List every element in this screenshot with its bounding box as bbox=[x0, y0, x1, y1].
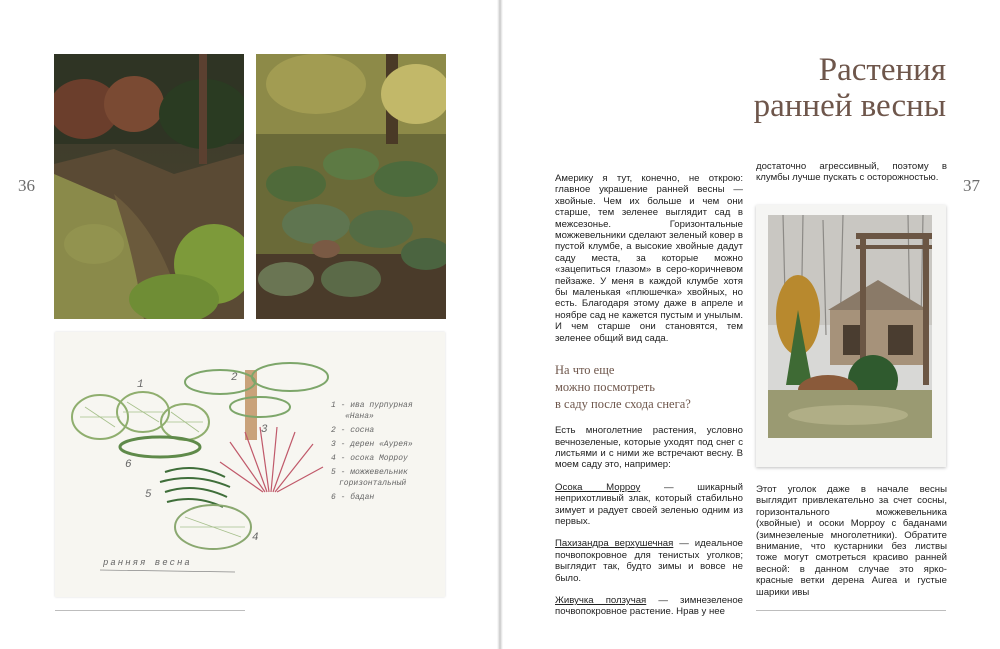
pergola-garden-photo bbox=[768, 215, 932, 438]
sketch-number-2: 2 bbox=[231, 372, 238, 384]
book-gutter bbox=[497, 0, 503, 649]
text-column-2 bbox=[756, 161, 947, 184]
subheading bbox=[555, 362, 743, 413]
plant-item-pachysandra bbox=[555, 538, 743, 584]
title-line-2: ранней весны bbox=[753, 88, 946, 124]
sketch-legend-line: 5 - можжевельник bbox=[331, 468, 408, 477]
page-number-left: 36 bbox=[18, 176, 35, 195]
sketch-legend-line: 2 - сосна bbox=[331, 426, 375, 435]
sketch-number-1: 1 bbox=[137, 379, 144, 391]
plant-desc-pachysandra: — идеальное почвопокровное для тенистых уголков; выглядит так, будто зимы и вовсе не было. bbox=[555, 538, 743, 584]
photo-description: Этот уголок даже в начале весны выглядит привлекательно за счет сосны, горизонтального можжевельника (хвойные) и осоки Морроу с баданами (зимнезеленые многолетники). Обратите внимание, что кустарники без листвы тоже могут смотреться красиво ранней весной: в данном случае это ярко-красные ветки дерена Aurea и густые шарики ивы bbox=[756, 484, 947, 598]
planting-sketch bbox=[55, 332, 445, 597]
page-number-right: 37 bbox=[963, 176, 980, 195]
evergreen-paragraph: Есть многолетние растения, условно вечнозеленые, которые уходят под снег с листьями и с ними же встречают весну. В моем саду это, например: bbox=[555, 425, 743, 471]
page-title bbox=[700, 52, 946, 124]
sketch-legend-line: горизонтальный bbox=[339, 479, 407, 488]
continuation-paragraph: достаточно агрессивный, поэтому в клумбы лучше пускать с осторожностью. bbox=[756, 161, 947, 184]
sketch-number-6: 6 bbox=[125, 459, 132, 471]
plant-desc-carex: — шикарный неприхотливый злак, который стабильно зимует и радует своей зеленью одним из первых. bbox=[555, 481, 743, 527]
sketch-legend-line: 3 - дерен «Аурея» bbox=[331, 440, 413, 449]
title-line-1: Растения bbox=[818, 52, 946, 88]
caption-column bbox=[756, 484, 947, 598]
footer-rule-right bbox=[756, 610, 946, 611]
garden-path-photo bbox=[54, 54, 244, 319]
plant-item-ajuga bbox=[555, 595, 743, 618]
text-column-1 bbox=[555, 173, 743, 618]
subheading-line-1: На что еще bbox=[555, 363, 615, 378]
sketch-legend-line: 4 - осока Морроу bbox=[331, 454, 408, 463]
plant-desc-ajuga: — зимнезеленое почвопокровное растение. Нрав у нее bbox=[555, 594, 743, 618]
sketch-number-3: 3 bbox=[261, 424, 268, 436]
sketch-number-5: 5 bbox=[145, 489, 152, 501]
plant-term-pachysandra: Пахизандра верхушечная bbox=[555, 538, 674, 550]
sketch-legend-line: 1 - ива пурпурная bbox=[331, 401, 413, 410]
plant-term-ajuga: Живучка ползучая bbox=[555, 594, 647, 606]
pergola-photo-frame bbox=[756, 205, 946, 467]
sketch-number-4: 4 bbox=[252, 532, 259, 544]
sketch-legend-line: 6 - бадан bbox=[331, 493, 375, 502]
plant-item-carex bbox=[555, 482, 743, 528]
bergenia-leaves-photo bbox=[256, 54, 446, 319]
sketch-legend-line: «Нана» bbox=[345, 412, 374, 421]
subheading-line-2: можно посмотреть bbox=[555, 380, 655, 395]
subheading-line-3: в саду после схода снега? bbox=[555, 397, 691, 412]
sketch-caption: ранняя весна bbox=[103, 558, 192, 568]
footer-rule-left bbox=[55, 610, 245, 611]
plant-term-carex: Осока Морроу bbox=[555, 481, 641, 493]
intro-paragraph: Америку я тут, конечно, не открою: главное украшение ранней весны — хвойные. Чем их больше и чем они старше, тем зеленее выглядит сад в межсезонье. Горизонтальные можжевельники сделают зеленый ковер в пустой клумбе, а высокие хвойные дадут саду места, за которые можно «зацепиться глазом» в серо-коричневом пейзаже. У меня в каждой клумбе хотя бы маленькая «плюшечка» хвойных, но есть. Благодаря этому даже в апреле и ноябре сад не кажется пустым и унылым. И чем старше они становятся, тем зеленее общий вид сада. bbox=[555, 173, 743, 344]
